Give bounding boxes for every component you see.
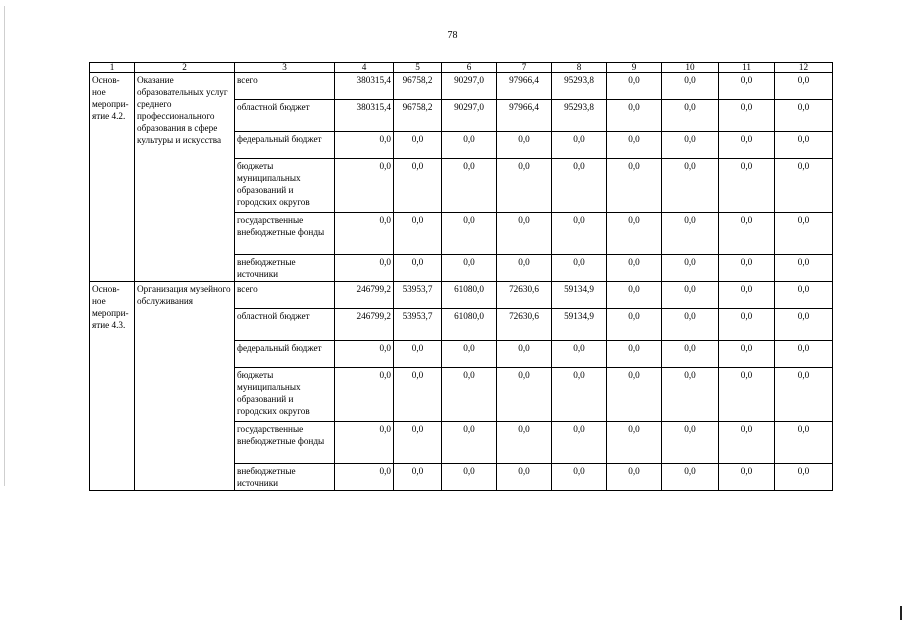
amount-cell: 95293,8 — [552, 73, 607, 100]
amount-cell: 0,0 — [719, 341, 775, 368]
amount-cell: 0,0 — [497, 422, 552, 464]
amount-cell: 90297,0 — [442, 100, 497, 132]
amount-cell: 0,0 — [497, 159, 552, 213]
amount-cell: 0,0 — [607, 309, 662, 341]
amount-cell: 380315,4 — [335, 100, 394, 132]
amount-cell: 61080,0 — [442, 309, 497, 341]
column-number: 9 — [607, 63, 662, 73]
amount-cell: 0,0 — [775, 255, 833, 282]
amount-cell: 0,0 — [335, 341, 394, 368]
amount-cell: 246799,2 — [335, 282, 394, 309]
amount-cell: 0,0 — [497, 255, 552, 282]
amount-cell: 380315,4 — [335, 73, 394, 100]
amount-cell: 0,0 — [335, 132, 394, 159]
funding-source: государственные внебюджетные фонды — [235, 422, 335, 464]
amount-cell: 0,0 — [719, 132, 775, 159]
amount-cell: 0,0 — [607, 73, 662, 100]
amount-cell: 0,0 — [607, 213, 662, 255]
amount-cell: 0,0 — [552, 422, 607, 464]
table-row — [90, 282, 833, 309]
amount-cell: 0,0 — [394, 159, 442, 213]
amount-cell: 0,0 — [719, 73, 775, 100]
amount-cell: 97966,4 — [497, 73, 552, 100]
amount-cell: 0,0 — [662, 100, 719, 132]
amount-cell: 0,0 — [442, 255, 497, 282]
amount-cell: 61080,0 — [442, 282, 497, 309]
amount-cell: 0,0 — [442, 422, 497, 464]
funding-source: федеральный бюджет — [235, 132, 335, 159]
amount-cell: 0,0 — [607, 255, 662, 282]
column-number: 8 — [552, 63, 607, 73]
column-number: 2 — [135, 63, 235, 73]
amount-cell: 0,0 — [394, 368, 442, 422]
amount-cell: 53953,7 — [394, 309, 442, 341]
funding-source: внебюджетные источники — [235, 255, 335, 282]
amount-cell: 0,0 — [719, 100, 775, 132]
amount-cell: 0,0 — [497, 464, 552, 491]
amount-cell: 0,0 — [552, 341, 607, 368]
amount-cell: 0,0 — [719, 255, 775, 282]
amount-cell: 0,0 — [662, 368, 719, 422]
amount-cell: 0,0 — [442, 368, 497, 422]
amount-cell: 96758,2 — [394, 100, 442, 132]
amount-cell: 0,0 — [775, 159, 833, 213]
amount-cell: 0,0 — [442, 132, 497, 159]
amount-cell: 0,0 — [775, 309, 833, 341]
amount-cell: 0,0 — [719, 213, 775, 255]
amount-cell: 0,0 — [335, 159, 394, 213]
amount-cell: 0,0 — [394, 255, 442, 282]
amount-cell: 0,0 — [335, 213, 394, 255]
column-number: 10 — [662, 63, 719, 73]
amount-cell: 0,0 — [607, 282, 662, 309]
amount-cell: 0,0 — [719, 282, 775, 309]
column-number: 12 — [775, 63, 833, 73]
amount-cell: 0,0 — [442, 464, 497, 491]
amount-cell: 0,0 — [775, 464, 833, 491]
amount-cell: 0,0 — [552, 368, 607, 422]
amount-cell: 72630,6 — [497, 309, 552, 341]
amount-cell: 0,0 — [662, 213, 719, 255]
amount-cell: 0,0 — [607, 159, 662, 213]
amount-cell: 0,0 — [607, 368, 662, 422]
amount-cell: 0,0 — [552, 132, 607, 159]
amount-cell: 0,0 — [662, 341, 719, 368]
activity-name: Организация музейного обслуживания — [135, 282, 235, 491]
column-number: 4 — [335, 63, 394, 73]
amount-cell: 0,0 — [442, 159, 497, 213]
column-number: 1 — [90, 63, 135, 73]
amount-cell: 0,0 — [775, 213, 833, 255]
amount-cell: 0,0 — [662, 309, 719, 341]
amount-cell: 0,0 — [335, 464, 394, 491]
activity-code: Основ-ное меропри-ятие 4.2. — [90, 73, 135, 282]
amount-cell: 0,0 — [775, 282, 833, 309]
amount-cell: 90297,0 — [442, 73, 497, 100]
column-number-row — [90, 63, 833, 73]
funding-source: государственные внебюджетные фонды — [235, 213, 335, 255]
funding-table — [89, 62, 833, 491]
amount-cell: 0,0 — [662, 422, 719, 464]
amount-cell: 0,0 — [719, 309, 775, 341]
column-number: 11 — [719, 63, 775, 73]
amount-cell: 0,0 — [497, 132, 552, 159]
amount-cell: 0,0 — [775, 368, 833, 422]
amount-cell: 0,0 — [607, 464, 662, 491]
amount-cell: 0,0 — [552, 159, 607, 213]
funding-source: федеральный бюджет — [235, 341, 335, 368]
amount-cell: 0,0 — [607, 132, 662, 159]
column-number: 5 — [394, 63, 442, 73]
amount-cell: 0,0 — [497, 341, 552, 368]
amount-cell: 0,0 — [607, 100, 662, 132]
amount-cell: 53953,7 — [394, 282, 442, 309]
amount-cell: 0,0 — [442, 213, 497, 255]
page-number: 78 — [447, 30, 458, 41]
amount-cell: 0,0 — [442, 341, 497, 368]
amount-cell: 59134,9 — [552, 309, 607, 341]
amount-cell: 0,0 — [552, 255, 607, 282]
amount-cell: 0,0 — [775, 73, 833, 100]
funding-source: всего — [235, 73, 335, 100]
amount-cell: 0,0 — [662, 73, 719, 100]
amount-cell: 0,0 — [662, 159, 719, 213]
amount-cell: 0,0 — [607, 422, 662, 464]
table-row — [90, 73, 833, 100]
amount-cell: 72630,6 — [497, 282, 552, 309]
scan-margin-mark — [900, 606, 902, 620]
amount-cell: 59134,9 — [552, 282, 607, 309]
activity-name: Оказание образовательных услуг среднего профессионального образования в сфере культуры и искусства — [135, 73, 235, 282]
amount-cell: 97966,4 — [497, 100, 552, 132]
amount-cell: 0,0 — [775, 100, 833, 132]
funding-source: бюджеты муниципальных образований и городских округов — [235, 159, 335, 213]
funding-source: всего — [235, 282, 335, 309]
amount-cell: 0,0 — [394, 213, 442, 255]
amount-cell: 96758,2 — [394, 73, 442, 100]
column-number: 7 — [497, 63, 552, 73]
amount-cell: 0,0 — [662, 282, 719, 309]
amount-cell: 0,0 — [662, 464, 719, 491]
amount-cell: 0,0 — [552, 213, 607, 255]
funding-source: областной бюджет — [235, 309, 335, 341]
amount-cell: 0,0 — [662, 132, 719, 159]
funding-source: областной бюджет — [235, 100, 335, 132]
amount-cell: 0,0 — [775, 132, 833, 159]
amount-cell: 246799,2 — [335, 309, 394, 341]
amount-cell: 0,0 — [394, 132, 442, 159]
amount-cell: 0,0 — [662, 255, 719, 282]
amount-cell: 0,0 — [775, 341, 833, 368]
amount-cell: 0,0 — [335, 422, 394, 464]
amount-cell: 0,0 — [719, 422, 775, 464]
scan-left-edge — [4, 6, 5, 486]
amount-cell: 0,0 — [497, 368, 552, 422]
amount-cell: 95293,8 — [552, 100, 607, 132]
funding-source: бюджеты муниципальных образований и городских округов — [235, 368, 335, 422]
amount-cell: 0,0 — [552, 464, 607, 491]
amount-cell: 0,0 — [394, 464, 442, 491]
amount-cell: 0,0 — [719, 464, 775, 491]
amount-cell: 0,0 — [394, 422, 442, 464]
column-number: 3 — [235, 63, 335, 73]
column-number: 6 — [442, 63, 497, 73]
amount-cell: 0,0 — [335, 368, 394, 422]
amount-cell: 0,0 — [497, 213, 552, 255]
activity-code: Основ-ное меропри-ятие 4.3. — [90, 282, 135, 491]
amount-cell: 0,0 — [607, 341, 662, 368]
amount-cell: 0,0 — [394, 341, 442, 368]
amount-cell: 0,0 — [335, 255, 394, 282]
funding-source: внебюджетные источники — [235, 464, 335, 491]
amount-cell: 0,0 — [775, 422, 833, 464]
amount-cell: 0,0 — [719, 368, 775, 422]
amount-cell: 0,0 — [719, 159, 775, 213]
